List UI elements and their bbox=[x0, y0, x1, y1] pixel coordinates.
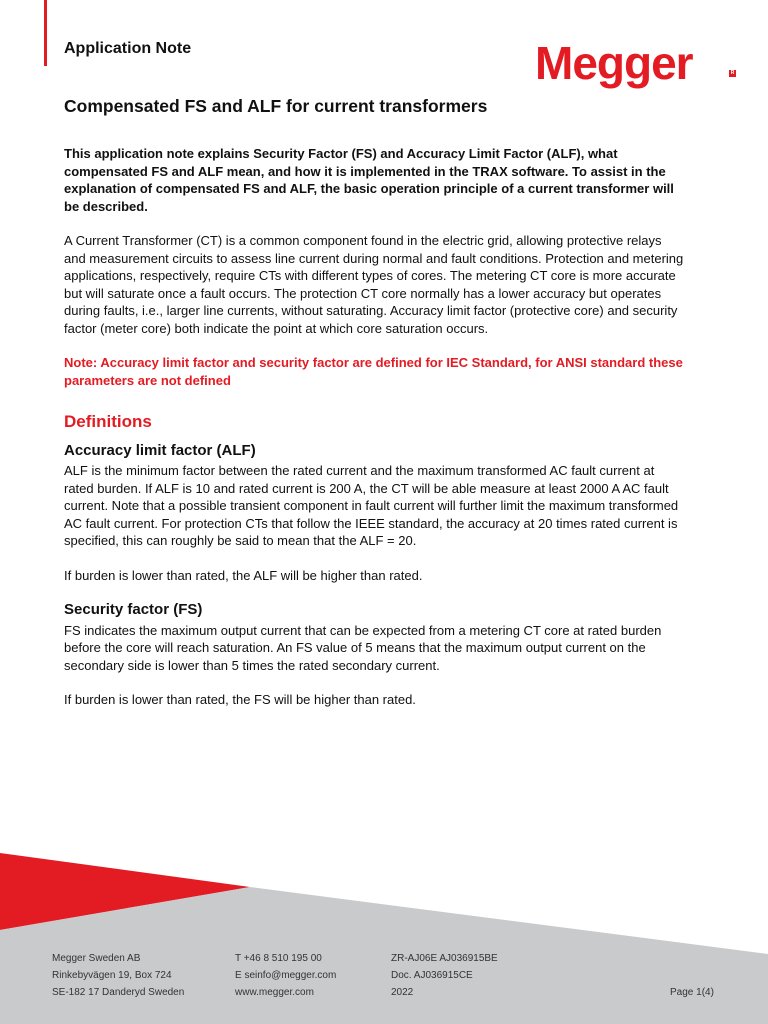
page-title: Compensated FS and ALF for current transformers bbox=[64, 96, 488, 116]
footer-phone: T +46 8 510 195 00 bbox=[235, 953, 322, 964]
header-accent-bar bbox=[44, 0, 47, 66]
fs-burden-paragraph: If burden is lower than rated, the FS will be higher than rated. bbox=[64, 692, 416, 707]
footer-website-link[interactable]: www.megger.com bbox=[235, 987, 314, 998]
footer bbox=[0, 940, 768, 1024]
intro-paragraph: This application note explains Security Factor (FS) and Accuracy Limit Factor (ALF), what compensated FS and ALF mean, and how it is implemented in the TRAX software. To assist in the explanation of compensated FS and ALF, the basic operation principle of a current transformer will be described. bbox=[64, 146, 674, 214]
registered-mark-icon: R bbox=[730, 70, 735, 76]
footer-email[interactable]: E seinfo@megger.com bbox=[235, 970, 337, 981]
fs-heading: Security factor (FS) bbox=[64, 601, 203, 618]
footer-doc-ref: ZR-AJ06E AJ036915BE bbox=[391, 953, 498, 964]
document-type-label: Application Note bbox=[64, 40, 192, 57]
document-body bbox=[64, 145, 684, 726]
megger-logo bbox=[535, 38, 745, 88]
footer-contact-column bbox=[235, 950, 336, 1001]
footer-company-name: Megger Sweden AB bbox=[52, 953, 141, 964]
ct-paragraph: A Current Transformer (CT) is a common component found in the electric grid, allowing protective relays and measurement circuits to assess line current during normal and fault conditions. Protection and metering applications, respectively, require CTs with different types of cores. The metering CT core is more accurate but will saturate once a fault occurs. The protection CT core normally has a lower accuracy but operates during faults, i.e., larger line currents, without saturating. Accuracy limit factor (protective core) and security factor (meter core) both indicate the point at which core saturation occurs. bbox=[64, 233, 684, 336]
standard-note: Note: Accuracy limit factor and security factor are defined for IEC Standard, for ANSI standard these parameters are not defined bbox=[64, 355, 683, 388]
alf-paragraph: ALF is the minimum factor between the rated current and the maximum transformed AC fault current at rated burden. If ALF is 10 and rated current is 200 A, the CT will be able measure at least 2000 A AC fault current. Note that a possible transient component in fault current will further limit the maximum transformed AC fault current. For protection CTs that follow the IEEE standard, the accuracy at 20 times rated current is specified, this can roughly be said to mean that the ALF = 20. bbox=[64, 463, 679, 548]
footer-doc-number: Doc. AJ036915CE bbox=[391, 970, 473, 981]
alf-burden-paragraph: If burden is lower than rated, the ALF will be higher than rated. bbox=[64, 567, 423, 583]
page-number: Page 1(4) bbox=[670, 987, 714, 998]
logo-wordmark: Megger bbox=[535, 37, 693, 89]
footer-doc-column bbox=[391, 950, 498, 1001]
footer-company-column bbox=[52, 950, 184, 1001]
footer-year: 2022 bbox=[391, 987, 414, 998]
definitions-heading: Definitions bbox=[64, 412, 152, 431]
alf-heading: Accuracy limit factor (ALF) bbox=[64, 441, 256, 459]
footer-city: SE-182 17 Danderyd Sweden bbox=[52, 987, 185, 998]
fs-paragraph: FS indicates the maximum output current that can be expected from a metering CT core at rated burden before the core will reach saturation. An FS value of 5 means that the maximum output current on the secondary side is lower than 5 times the rated secondary current. bbox=[64, 622, 662, 673]
footer-address: Rinkebyvägen 19, Box 724 bbox=[52, 970, 172, 981]
